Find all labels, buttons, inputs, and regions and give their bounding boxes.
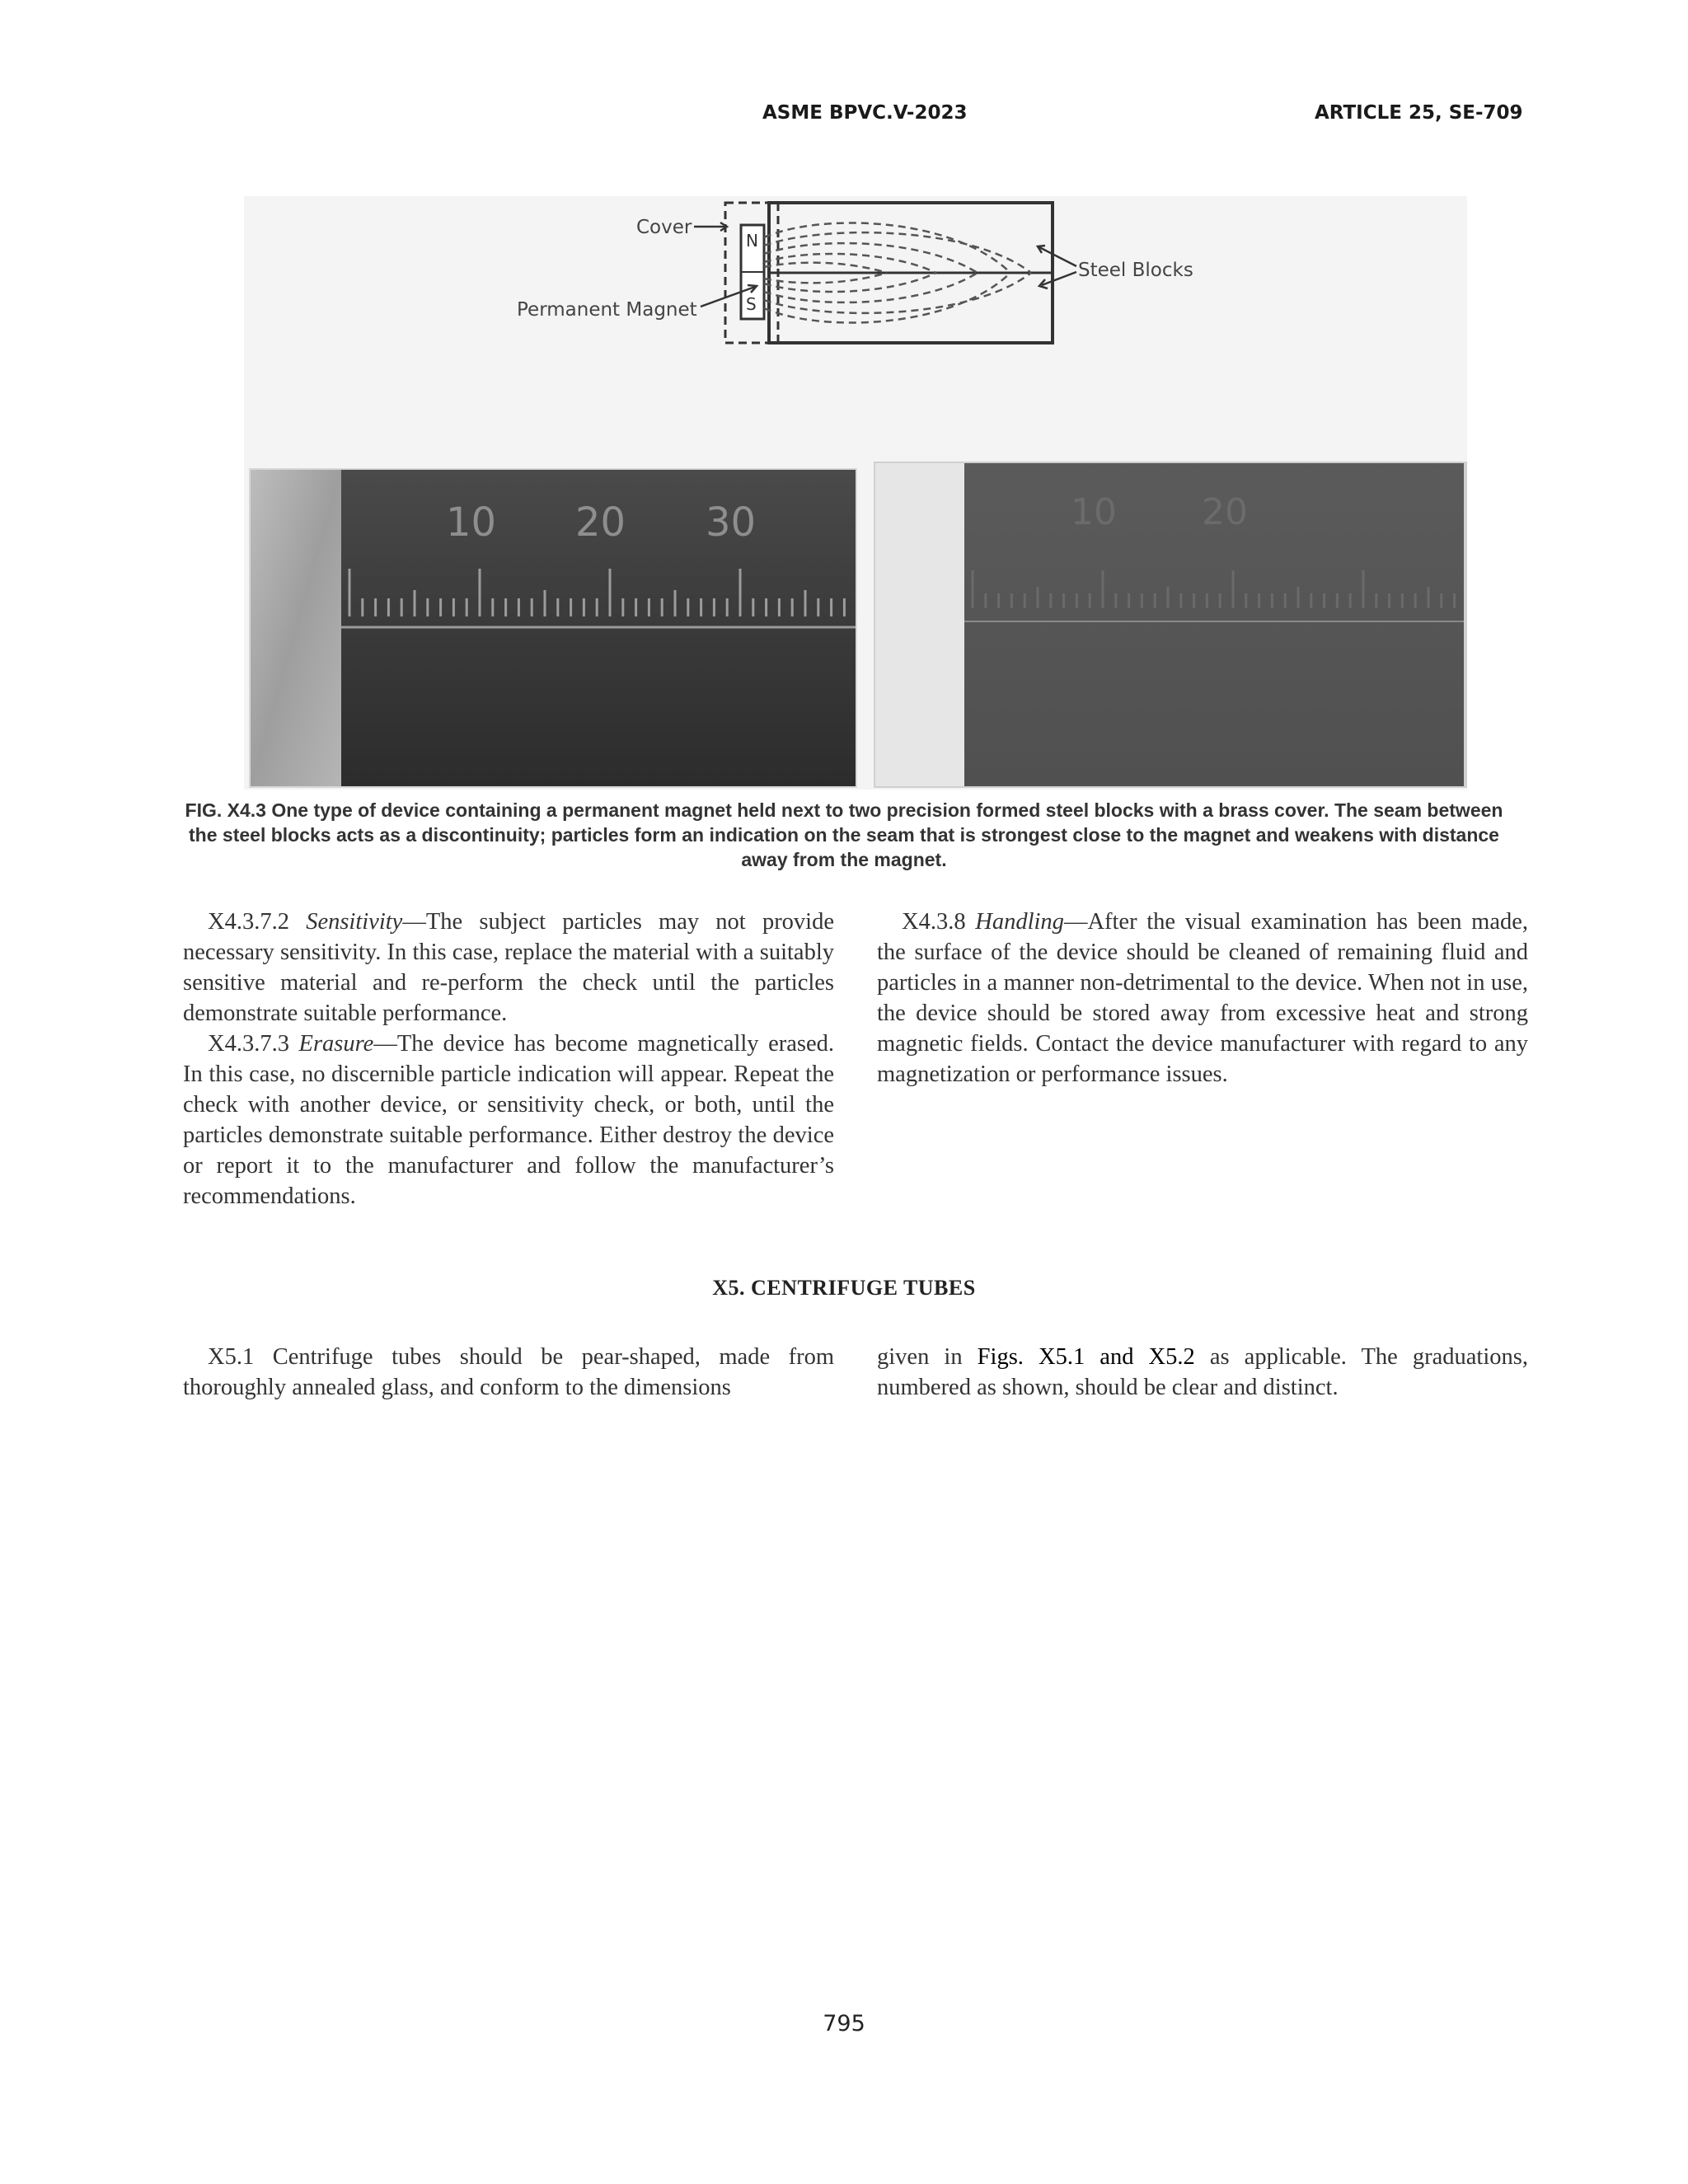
paragraph-x5-1: X5.1 Centrifuge tubes should be pear-shaped, made from thoroughly annealed glass, and conform to the dimensions — [183, 1344, 834, 1400]
column-right — [877, 907, 1528, 1090]
label-south: S — [746, 294, 757, 314]
paragraph-sensitivity — [183, 907, 834, 1029]
photo-left — [249, 468, 857, 788]
figure-illustration — [244, 196, 1467, 790]
paragraph-x5-1-continued — [877, 1342, 1528, 1403]
paragraph-erasure — [183, 1029, 834, 1212]
figure-reference-link[interactable]: Figs. X5.1 and X5.2 — [977, 1344, 1195, 1370]
para-text: —The subject particles may not provide necessary sensitivity. In this case, replace the material with a suitably sensitive material and re-perform the check until the particles demonstrate suitable performance. — [183, 909, 834, 1026]
header-article-ref: ARTICLE 25, SE-709 — [1315, 102, 1523, 124]
para-number: X4.3.7.3 — [208, 1031, 289, 1057]
photo-right — [874, 462, 1467, 788]
para-term: Handling — [975, 909, 1064, 935]
para-number: X4.3.8 — [902, 909, 966, 935]
para-number: X4.3.7.2 — [208, 909, 289, 935]
tick-label-right-10: 10 — [1071, 491, 1117, 533]
tick-label-10: 10 — [446, 499, 497, 546]
x5-column-right — [877, 1342, 1528, 1403]
header-document-title: ASME BPVC.V-2023 — [762, 102, 968, 124]
column-left — [183, 907, 834, 1212]
label-steel-blocks: Steel Blocks — [1078, 260, 1193, 281]
para-text: —The device has become magnetically erased. In this case, no discernible particle indication will appear. Repeat the check with another device, or sensitivity check, or both, until the particles demonstrate suitable performance. Either destroy the device or report it to the manufacturer and follow the manufacturer’s recommendations. — [183, 1031, 834, 1209]
para-term: Sensitivity — [306, 909, 403, 935]
section-heading-x5: X5. CENTRIFUGE TUBES — [712, 1276, 976, 1300]
label-permanent-magnet: Permanent Magnet — [517, 299, 697, 321]
tick-label-30: 30 — [706, 499, 757, 546]
para-text: as applicable. The graduations, numbered as shown, should be clear and distinct. — [877, 1344, 1528, 1400]
paragraph-handling — [877, 907, 1528, 1090]
figure-x4-3 — [244, 196, 1467, 790]
para-text: —After the visual examination has been made, the surface of the device should be cleaned of remaining fluid and particles in a manner non-detrimental to the device. When not in use, the device should be stored away from excessive heat and strong magnetic fields. Contact the device manufacturer with regard to any magnetization or performance issues. — [877, 909, 1528, 1087]
tick-label-20: 20 — [575, 499, 626, 546]
page-number: 795 — [823, 2011, 865, 2036]
x5-column-left — [183, 1342, 834, 1403]
figure-caption: FIG. X4.3 One type of device containing a permanent magnet held next to two precision formed steel blocks with a brass cover. The seam between the steel blocks acts as a discontinuity; particles form an indication on the seam that is strongest close to the magnet and weakens with distance away from the magnet. — [185, 799, 1503, 870]
tick-label-right-20: 20 — [1202, 491, 1248, 533]
magnet-diagram — [517, 203, 1193, 343]
label-north: N — [746, 231, 758, 251]
para-text: given in — [877, 1344, 978, 1370]
label-cover: Cover — [636, 217, 692, 238]
running-head — [0, 102, 1688, 135]
brass-cover-left — [251, 470, 341, 786]
brass-cover-right — [875, 463, 964, 786]
para-term: Erasure — [298, 1031, 374, 1057]
